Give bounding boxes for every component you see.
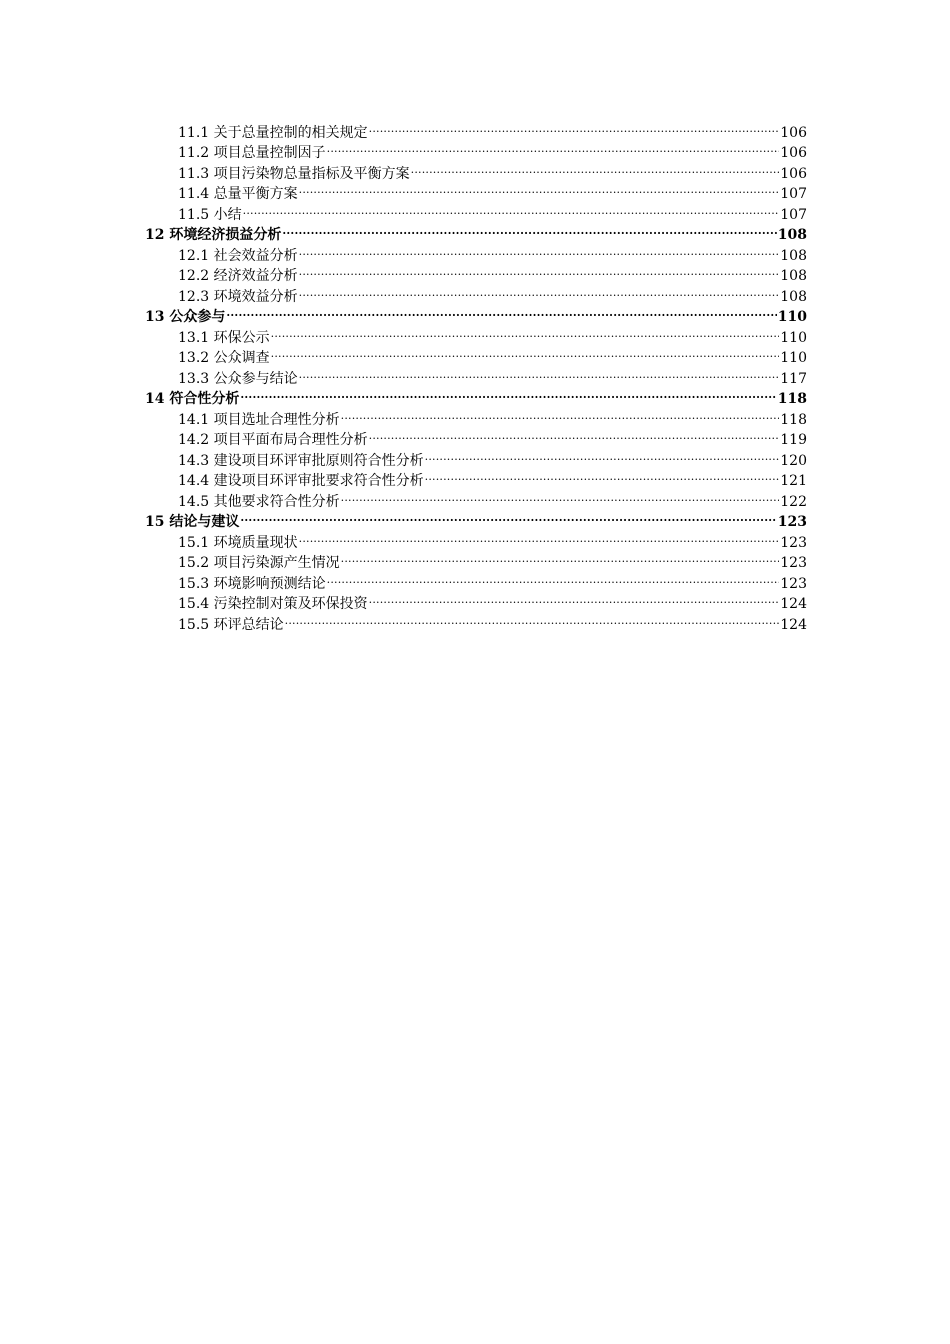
toc-entry-title: 15.1 环境质量现状 <box>178 534 298 551</box>
toc-page-number: 108 <box>777 227 807 243</box>
toc-entry-title: 14.2 项目平面布局合理性分析 <box>178 432 368 448</box>
toc-entry-title: 12.1 社会效益分析 <box>178 247 298 264</box>
toc-entry-title: 11.2 项目总量控制因子 <box>178 145 326 161</box>
toc-dot-leader <box>240 506 776 527</box>
toc-page-number: 106 <box>780 145 807 161</box>
toc-entry-title: 15.5 环评总结论 <box>178 616 284 633</box>
toc-dot-leader <box>369 116 780 137</box>
toc-entry[interactable] <box>145 321 807 346</box>
toc-dot-leader <box>271 321 780 342</box>
toc-entry-title: 15.4 污染控制对策及环保投资 <box>178 596 368 612</box>
toc-dot-leader <box>243 198 780 219</box>
toc-dot-leader <box>285 608 780 629</box>
toc-entry-title: 13 公众参与 <box>145 309 226 325</box>
toc-chapter-entry[interactable] <box>145 301 807 325</box>
toc-page-number: 118 <box>780 411 807 428</box>
toc-dot-leader <box>271 342 780 363</box>
toc-page-number: 107 <box>780 206 807 223</box>
toc-page-number: 110 <box>780 350 807 366</box>
toc-entry-title: 14.5 其他要求符合性分析 <box>178 493 340 510</box>
toc-entry-title: 11.1 关于总量控制的相关规定 <box>178 124 368 141</box>
toc-entry-title: 12 环境经济损益分析 <box>145 227 282 243</box>
toc-entry-title: 13.2 公众调查 <box>178 350 270 366</box>
toc-dot-leader <box>341 547 780 568</box>
toc-dot-leader <box>240 383 776 404</box>
toc-entry[interactable] <box>145 526 807 551</box>
toc-page-number: 119 <box>780 432 807 448</box>
toc-page-number: 124 <box>780 616 807 633</box>
toc-entry[interactable] <box>145 116 807 141</box>
toc-entry-title: 11.4 总量平衡方案 <box>178 186 298 202</box>
toc-entry[interactable] <box>145 198 807 223</box>
toc-dot-leader <box>299 280 780 301</box>
toc-page-number: 110 <box>777 309 807 325</box>
table-of-contents <box>145 116 807 633</box>
toc-page-number: 120 <box>780 452 807 469</box>
toc-entry-title: 13.3 公众参与结论 <box>178 370 298 387</box>
toc-entry-title: 14.4 建设项目环评审批要求符合性分析 <box>178 473 424 489</box>
toc-entry-title: 11.3 项目污染物总量指标及平衡方案 <box>178 165 410 182</box>
toc-page-number: 108 <box>780 288 807 305</box>
toc-dot-leader <box>299 178 780 199</box>
toc-chapter-entry[interactable] <box>145 506 807 530</box>
toc-page-number: 123 <box>780 575 807 592</box>
toc-dot-leader <box>341 403 780 424</box>
toc-dot-leader <box>327 137 780 158</box>
toc-dot-leader <box>369 588 780 609</box>
toc-dot-leader <box>327 567 780 588</box>
toc-entry-title: 12.3 环境效益分析 <box>178 288 298 305</box>
toc-page-number: 123 <box>780 534 807 551</box>
toc-page-number: 106 <box>780 124 807 141</box>
toc-page-number: 117 <box>780 370 807 387</box>
toc-entry[interactable] <box>145 403 807 428</box>
toc-entry-title: 14.3 建设项目环评审批原则符合性分析 <box>178 452 424 469</box>
toc-chapter-entry[interactable] <box>145 383 807 407</box>
toc-dot-leader <box>226 301 776 322</box>
toc-page-number: 123 <box>777 514 807 530</box>
toc-page-number: 121 <box>780 473 807 489</box>
toc-dot-leader <box>425 465 780 486</box>
toc-dot-leader <box>369 424 780 445</box>
toc-page-number: 106 <box>780 165 807 182</box>
toc-page-number: 122 <box>780 493 807 510</box>
toc-page-number: 110 <box>780 329 807 346</box>
toc-entry-title: 15.2 项目污染源产生情况 <box>178 555 340 571</box>
toc-dot-leader <box>282 219 776 240</box>
toc-page-number: 118 <box>777 391 807 407</box>
toc-entry-title: 14 符合性分析 <box>145 391 240 407</box>
toc-entry-title: 13.1 环保公示 <box>178 329 270 346</box>
toc-entry-title: 11.5 小结 <box>178 206 242 223</box>
toc-dot-leader <box>299 526 780 547</box>
toc-dot-leader <box>341 485 780 506</box>
toc-dot-leader <box>299 239 780 260</box>
toc-dot-leader <box>425 444 780 465</box>
toc-page-number: 108 <box>780 247 807 264</box>
toc-entry-title: 14.1 项目选址合理性分析 <box>178 411 340 428</box>
toc-page-number: 108 <box>780 268 807 284</box>
toc-dot-leader <box>299 260 780 281</box>
toc-dot-leader <box>299 362 780 383</box>
toc-page-number: 123 <box>780 555 807 571</box>
toc-page-number: 107 <box>780 186 807 202</box>
toc-dot-leader <box>411 157 780 178</box>
toc-entry-title: 12.2 经济效益分析 <box>178 268 298 284</box>
toc-entry-title: 15.3 环境影响预测结论 <box>178 575 326 592</box>
toc-page-number: 124 <box>780 596 807 612</box>
toc-entry-title: 15 结论与建议 <box>145 514 240 530</box>
toc-chapter-entry[interactable] <box>145 219 807 243</box>
